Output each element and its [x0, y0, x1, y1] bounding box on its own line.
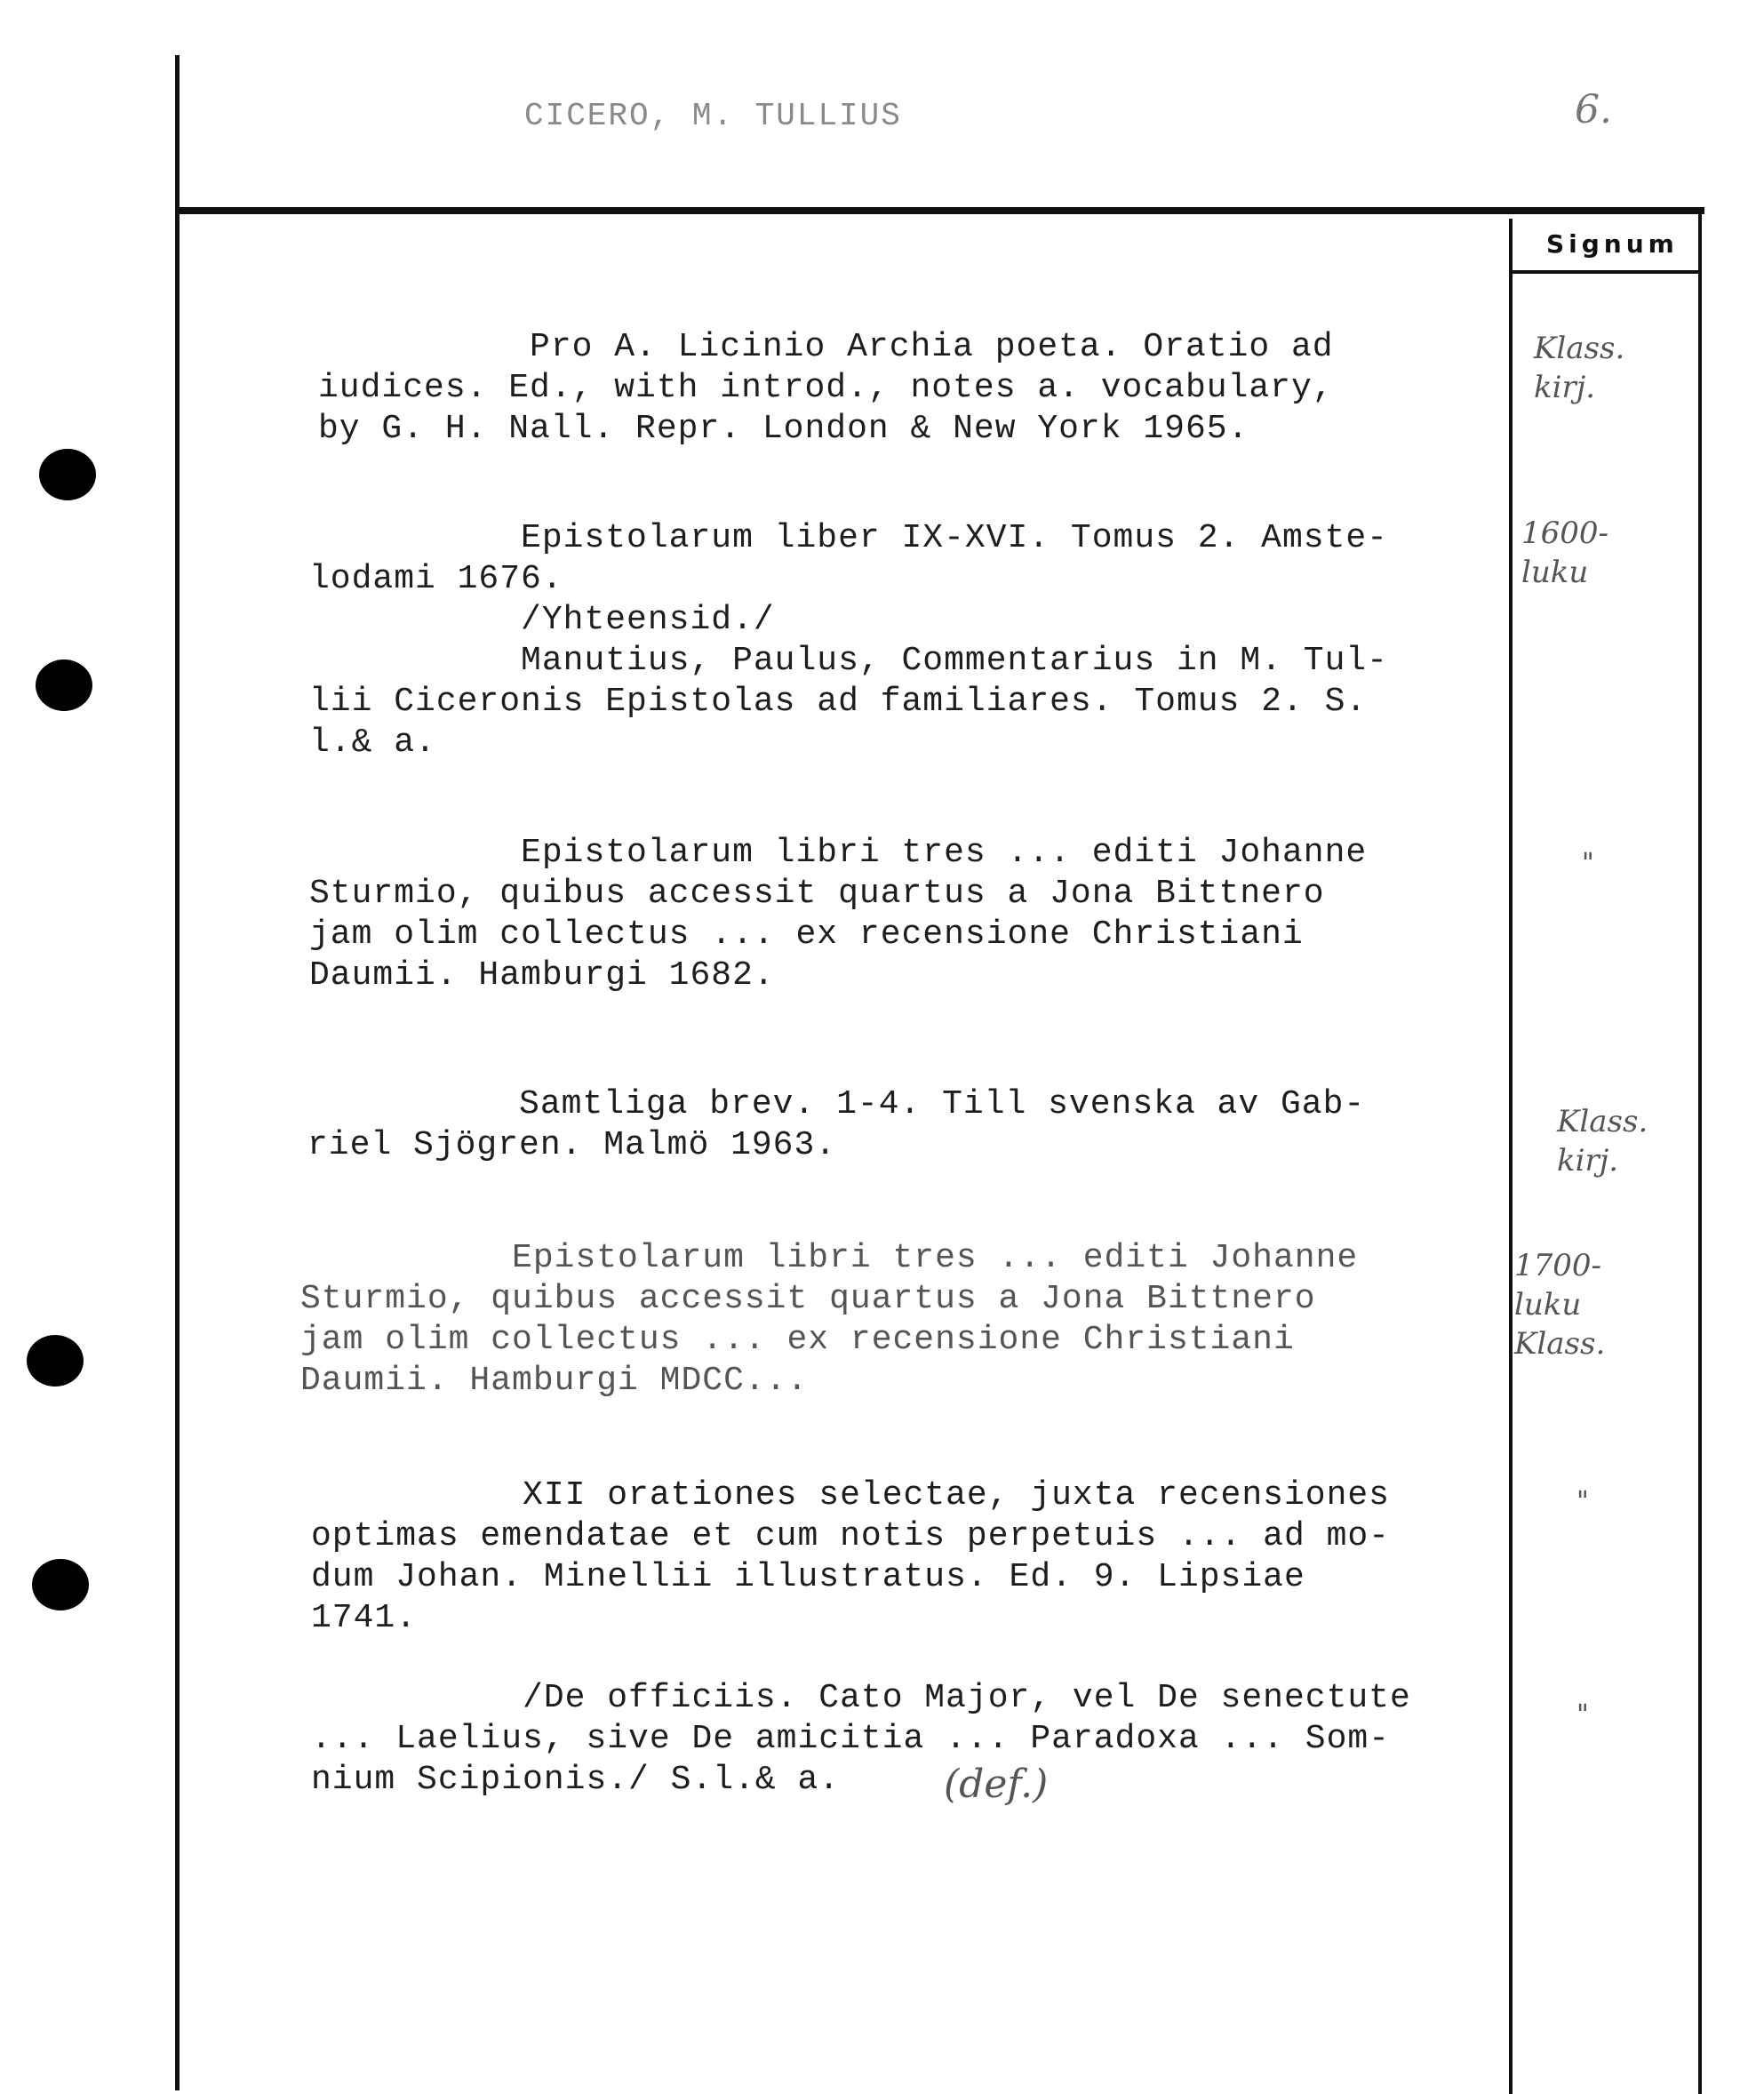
header-rule: [178, 207, 1704, 214]
defective-note: (def.): [944, 1762, 1049, 1807]
catalog-entry: Epistolarum libri tres ... editi Johanne Sturmio, quibus accessit quartus a Jona Bittnero jam olim collectus ... ex recensione Christiani Daumii. Hamburgi 1682.: [309, 834, 1368, 995]
catalog-entry: XII orationes selectae, juxta recensiones optimas emendatae et cum notis perpetuis ... ad mo- dum Johan. Minellii illustratus. Ed. 9. Lipsiae 1741.: [311, 1476, 1390, 1637]
catalog-entry: Epistolarum liber IX-XVI. Tomus 2. Amste- lodami 1676. /Yhteensid./ Manutius, Paulus, Commentarius in M. Tul- lii Ciceronis Epistolas ad familiares. Tomus 2. S. l.& a.: [309, 519, 1388, 762]
signum-note: Klass. kirj.: [1534, 331, 1625, 405]
catalog-entry: /De officiis. Cato Major, vel De senectute ... Laelius, sive De amicitia ... Paradoxa ... Som- nium Scipionis./ S.l.& a.: [311, 1679, 1411, 1799]
signum-column-right-rule: [1698, 213, 1702, 2094]
signum-note: ": [1582, 848, 1594, 879]
page-number: 6.: [1575, 87, 1612, 132]
left-margin-rule: [175, 55, 180, 2090]
signum-note: ": [1576, 1699, 1589, 1730]
catalog-entry: Samtliga brev. 1-4. Till svenska av Gab- riel Sjögren. Malmö 1963.: [307, 1085, 1366, 1164]
catalog-entry: Epistolarum libri tres ... editi Johanne Sturmio, quibus accessit quartus a Jona Bittnero jam olim collectus ... ex recensione Christiani Daumii. Hamburgi MDCC...: [300, 1239, 1359, 1400]
signum-note: 1700- luku Klass.: [1514, 1248, 1606, 1362]
punch-hole: [27, 1335, 84, 1387]
signum-note: Klass. kirj.: [1557, 1104, 1648, 1179]
punch-hole: [32, 1559, 89, 1610]
signum-column-left-rule: [1509, 219, 1513, 2094]
signum-note: 1600- luku: [1521, 516, 1609, 590]
card-heading: CICERO, M. TULLIUS: [524, 98, 902, 134]
catalog-entry: Pro A. Licinio Archia poeta. Oratio ad iudices. Ed., with introd., notes a. vocabulary, by G. H. Nall. Repr. London & New York 1965.: [318, 328, 1334, 448]
signum-column-label: Signum: [1546, 229, 1679, 259]
punch-hole: [36, 659, 92, 711]
signum-header-rule: [1509, 270, 1702, 274]
signum-note: ": [1576, 1486, 1589, 1517]
punch-hole: [39, 449, 96, 500]
